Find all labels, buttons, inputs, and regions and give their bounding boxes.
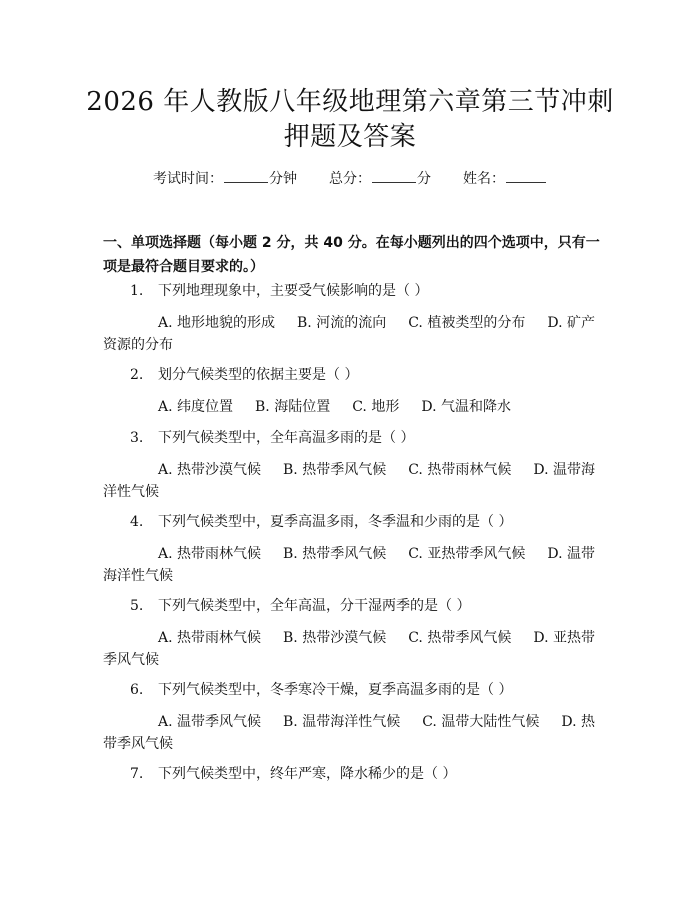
question-number: 4.	[130, 514, 144, 530]
question-5-options	[103, 627, 598, 671]
question-text: 下列地理现象中，主要受气候影响的是（ ）	[158, 283, 429, 299]
question-3	[130, 428, 414, 448]
option-c: C. 植被类型的分布	[408, 315, 526, 331]
option-b: B. 河流的流向	[297, 315, 387, 331]
question-4	[130, 512, 512, 532]
option-a: A. 温带季风气候	[158, 714, 262, 730]
time-label: 考试时间：	[153, 171, 223, 187]
question-6-options	[103, 711, 598, 755]
score-label: 总分：	[329, 171, 371, 187]
option-d: D. 温带海洋性气候	[103, 462, 595, 500]
question-number: 6.	[130, 682, 144, 698]
question-4-options	[103, 543, 598, 587]
option-d: D. 温带海洋性气候	[103, 546, 595, 584]
question-text: 下列气候类型中，夏季高温多雨，冬季温和少雨的是（ ）	[158, 514, 513, 530]
question-number: 5.	[130, 598, 144, 614]
option-d: D. 矿产资源的分布	[103, 315, 595, 353]
name-label: 姓名：	[463, 171, 505, 187]
option-a: A. 热带沙漠气候	[158, 462, 262, 478]
document-title: 2026 年人教版八年级地理第六章第三节冲刺	[86, 87, 614, 117]
question-3-options	[103, 459, 598, 503]
option-c: C. 温带大陆性气候	[422, 714, 540, 730]
question-text: 下列气候类型中，全年高温多雨的是（ ）	[158, 430, 415, 446]
question-1-options	[103, 312, 598, 356]
score-unit: 分	[417, 171, 431, 187]
question-text: 划分气候类型的依据主要是（ ）	[158, 367, 359, 383]
question-number: 2.	[130, 367, 144, 383]
document-title-continued: 押题及答案	[283, 122, 417, 152]
option-d: D. 热带季风气候	[103, 714, 595, 752]
option-c: C. 热带季风气候	[408, 630, 512, 646]
option-b: B. 热带季风气候	[283, 462, 387, 478]
option-b: B. 热带沙漠气候	[283, 630, 387, 646]
option-d: D. 亚热带季风气候	[103, 630, 595, 668]
question-number: 3.	[130, 430, 144, 446]
question-2	[130, 365, 358, 385]
option-b: B. 温带海洋性气候	[283, 714, 401, 730]
question-text: 下列气候类型中，全年高温，分干湿两季的是（ ）	[158, 598, 471, 614]
name-blank	[506, 168, 546, 183]
section-heading: 一、单项选择题（每小题 2 分，共 40 分。在每小题列出的四个选项中，只有一项是最符合题目要求的。）	[103, 235, 600, 275]
option-b: B. 热带季风气候	[283, 546, 387, 562]
question-5	[130, 596, 470, 616]
question-2-options	[103, 396, 598, 418]
option-a: A. 纬度位置	[158, 399, 234, 415]
question-1	[130, 281, 428, 301]
question-number: 1.	[130, 283, 144, 299]
question-text: 下列气候类型中，冬季寒冷干燥，夏季高温多雨的是（ ）	[158, 682, 513, 698]
question-text: 下列气候类型中，终年严寒，降水稀少的是（ ）	[158, 766, 457, 782]
option-b: B. 海陆位置	[255, 399, 331, 415]
option-a: A. 热带雨林气候	[158, 546, 262, 562]
question-7	[130, 764, 456, 784]
option-c: C. 亚热带季风气候	[408, 546, 526, 562]
time-unit: 分钟	[269, 171, 297, 187]
exam-info-line	[0, 168, 700, 189]
question-number: 7.	[130, 766, 144, 782]
time-blank	[224, 168, 268, 183]
option-d: D. 气温和降水	[421, 399, 511, 415]
question-6	[130, 680, 512, 700]
option-a: A. 热带雨林气候	[158, 630, 262, 646]
option-c: C. 地形	[352, 399, 400, 415]
score-blank	[372, 168, 416, 183]
option-a: A. 地形地貌的形成	[158, 315, 276, 331]
option-c: C. 热带雨林气候	[408, 462, 512, 478]
